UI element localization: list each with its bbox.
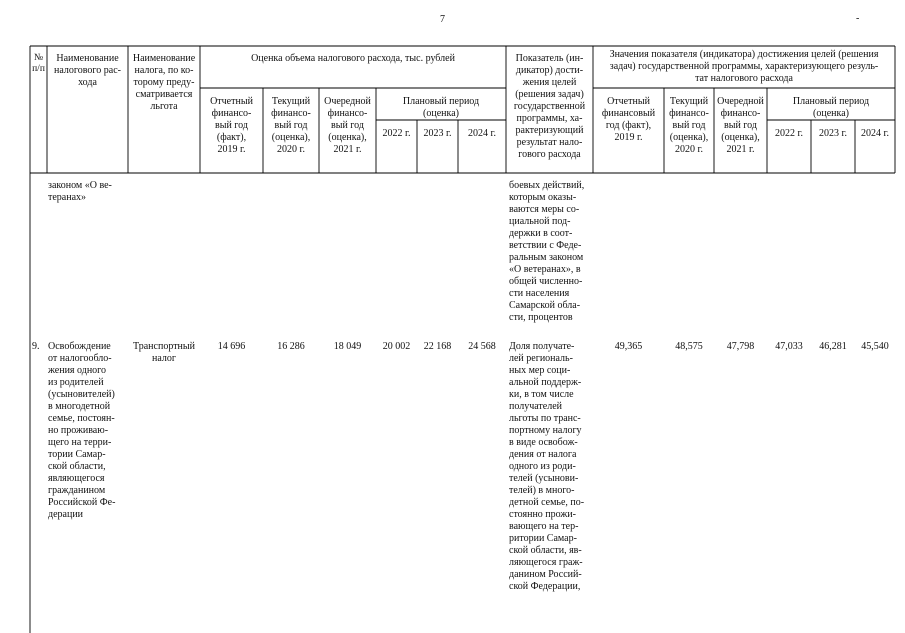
header-tax: Наименование налога, по ко- торому преду- сматривается льгота bbox=[132, 53, 196, 112]
row9-tax: Транспортный налог bbox=[133, 341, 195, 364]
row9-val-2024: 45,540 bbox=[861, 341, 889, 352]
row9-est-2023: 22 168 bbox=[423, 341, 452, 352]
row9-val-2021: 47,798 bbox=[726, 341, 755, 352]
page-number: 7 bbox=[440, 14, 445, 25]
row9-val-2020: 48,575 bbox=[675, 341, 703, 352]
header-num: № п/п bbox=[32, 53, 45, 74]
header-estimate-group: Оценка объема налогового расхода, тыс. рублей bbox=[251, 53, 455, 64]
row9-est-2021: 18 049 bbox=[333, 341, 362, 352]
continuation-name: законом «О ве- теранах» bbox=[48, 180, 112, 203]
header-val-2022: 2022 г. bbox=[775, 128, 803, 139]
row9-est-2024: 24 568 bbox=[468, 341, 496, 352]
header-val-2023: 2023 г. bbox=[819, 128, 847, 139]
header-est-plan: Плановый период (оценка) bbox=[402, 96, 480, 119]
header-est-2023: 2023 г. bbox=[423, 128, 452, 139]
header-val-next: Очередной финансо- вый год (оценка), 2021 г. bbox=[717, 96, 764, 155]
header-val-report: Отчетный финансовый год (факт), 2019 г. bbox=[601, 96, 656, 143]
row9-indicator: Доля получате- лей региональ- ных мер соци- альной поддерж- ки, в том числе получателей льготы по транс- портному налогу в виде освобож- дения от налога одного из роди- телей (усынови- телей) в много- детной семье, по- стоянно прожи- вающего на тер- ритории Самар- ской области, яв- ляющегося граж- данином Россий- ской Федерации, bbox=[509, 341, 585, 592]
continuation-indicator: боевых действий, которым оказы- ваются меры со- циальной под- держки в соот- ветствии с Феде- ральным законом «О ветеранах», в общей численно- сти населения Самарской обла- сти, процентов bbox=[509, 180, 585, 323]
row9-val-2023: 46,281 bbox=[819, 341, 847, 352]
header-values-group: Значения показателя (индикатора) достижения целей (решения задач) государственной программы, характеризующего резуль- тат налогового расхода bbox=[609, 49, 879, 84]
header-est-2022: 2022 г. bbox=[382, 128, 411, 139]
header-val-plan: Плановый период (оценка) bbox=[792, 96, 870, 119]
row9-est-2019: 14 696 bbox=[217, 341, 246, 352]
header-indicator: Показатель (ин- дикатор) дости- жения целей (решения задач) государственной программы, ха- рактеризующий результат нало- гового расхода bbox=[513, 53, 586, 160]
row9-name: Освобождение от налогообло- жения одного из родителей (усыновителей) в многодетной семье, постоян- но проживаю- щего на терри- тории Самар- ской области, являющегося гражданином Российской Фе- дерации bbox=[48, 341, 116, 520]
row9-val-2022: 47,033 bbox=[775, 341, 803, 352]
header-est-2024: 2024 г. bbox=[468, 128, 496, 139]
header-name: Наименование налогового рас- хода bbox=[54, 53, 121, 88]
header-val-current: Текущий финансо- вый год (оценка), 2020 г. bbox=[669, 96, 709, 155]
header-est-next: Очередной финансо- вый год (оценка), 2021 г. bbox=[324, 96, 371, 155]
header-val-2024: 2024 г. bbox=[861, 128, 889, 139]
row9-number: 9. bbox=[32, 341, 40, 352]
header-est-report: Отчетный финансо- вый год (факт), 2019 г. bbox=[210, 96, 253, 155]
row9-val-2019: 49,365 bbox=[614, 341, 643, 352]
header-est-current: Текущий финансо- вый год (оценка), 2020 г. bbox=[271, 96, 311, 155]
row9-est-2020: 16 286 bbox=[277, 341, 305, 352]
corner-mark: - bbox=[856, 13, 860, 24]
row9-est-2022: 20 002 bbox=[382, 341, 411, 352]
